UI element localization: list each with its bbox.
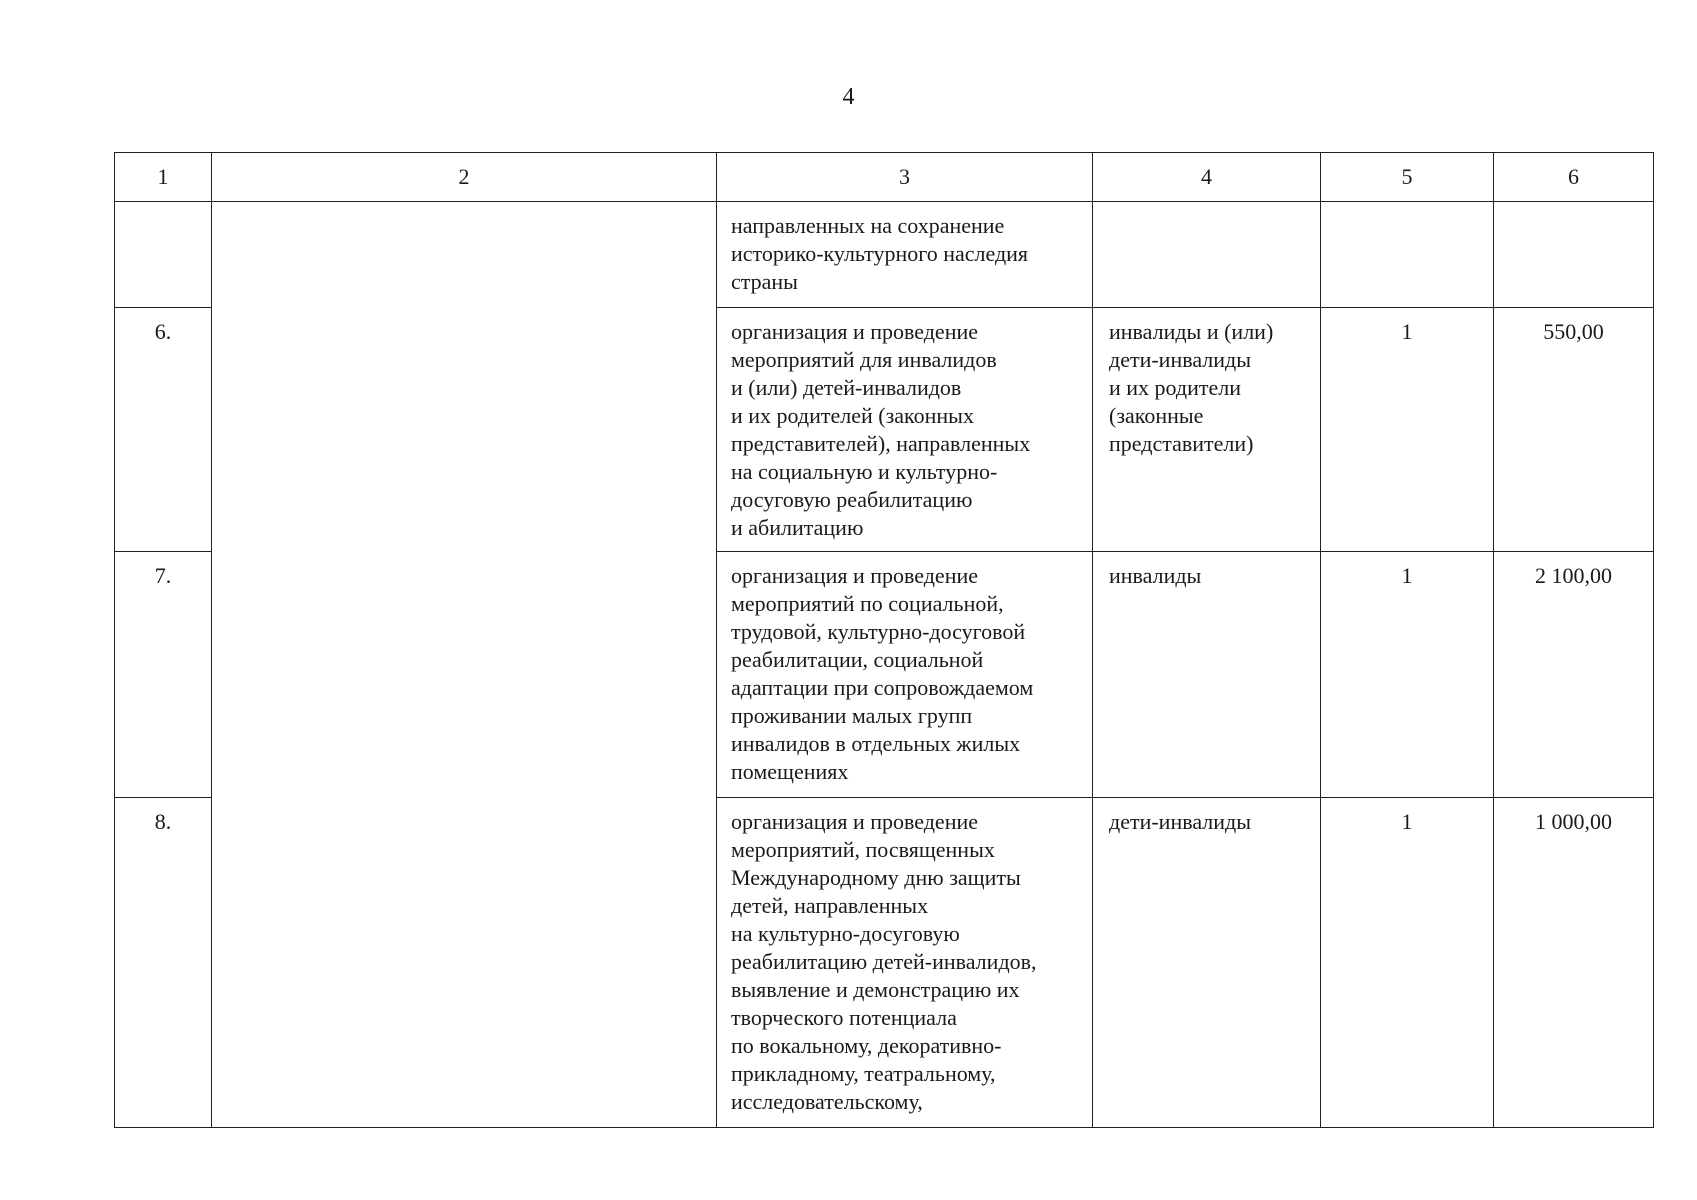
amount-cell: 1 000,00 bbox=[1494, 798, 1654, 1128]
data-table bbox=[114, 152, 1654, 1128]
header-cell-6: 6 bbox=[1494, 153, 1654, 202]
header-cell-1: 1 bbox=[115, 153, 212, 202]
table-row bbox=[115, 202, 1654, 308]
header-cell-4: 4 bbox=[1093, 153, 1321, 202]
recipients-cell: инвалиды и (или) дети-инвалиды и их родители (законные представители) bbox=[1093, 308, 1321, 552]
activity-cell: организация и проведение мероприятий по социальной, трудовой, культурно-досуговой реабилитации, социальной адаптации при сопровождаемом проживании малых групп инвалидов в отдельных жилых помещениях bbox=[717, 552, 1093, 798]
recipients-cell: дети-инвалиды bbox=[1093, 798, 1321, 1128]
header-cell-3: 3 bbox=[717, 153, 1093, 202]
table-header-row bbox=[115, 153, 1654, 202]
recipients-cell bbox=[1093, 202, 1321, 308]
count-cell: 1 bbox=[1321, 798, 1494, 1128]
activity-cell: направленных на сохранение историко-культурного наследия страны bbox=[717, 202, 1093, 308]
amount-cell: 2 100,00 bbox=[1494, 552, 1654, 798]
count-cell: 1 bbox=[1321, 552, 1494, 798]
recipients-cell: инвалиды bbox=[1093, 552, 1321, 798]
header-cell-5: 5 bbox=[1321, 153, 1494, 202]
count-cell bbox=[1321, 202, 1494, 308]
page-number: 4 bbox=[842, 84, 855, 110]
activity-cell: организация и проведение мероприятий для инвалидов и (или) детей-инвалидов и их родителей (законных представителей), направленных на социальную и культурно- досуговую реабилитацию и абилитацию bbox=[717, 308, 1093, 552]
merged-column-2-cell bbox=[212, 202, 717, 1128]
amount-cell bbox=[1494, 202, 1654, 308]
row-number-cell: 6. bbox=[115, 308, 212, 552]
count-cell: 1 bbox=[1321, 308, 1494, 552]
activity-cell: организация и проведение мероприятий, посвященных Международному дню защиты детей, направленных на культурно-досуговую реабилитацию детей-инвалидов, выявление и демонстрацию их творческого потенциала по вокальному, декоративно- прикладному, театральному, исследовательскому, bbox=[717, 798, 1093, 1128]
header-cell-2: 2 bbox=[212, 153, 717, 202]
row-number-cell bbox=[115, 202, 212, 308]
amount-cell: 550,00 bbox=[1494, 308, 1654, 552]
row-number-cell: 8. bbox=[115, 798, 212, 1128]
row-number-cell: 7. bbox=[115, 552, 212, 798]
